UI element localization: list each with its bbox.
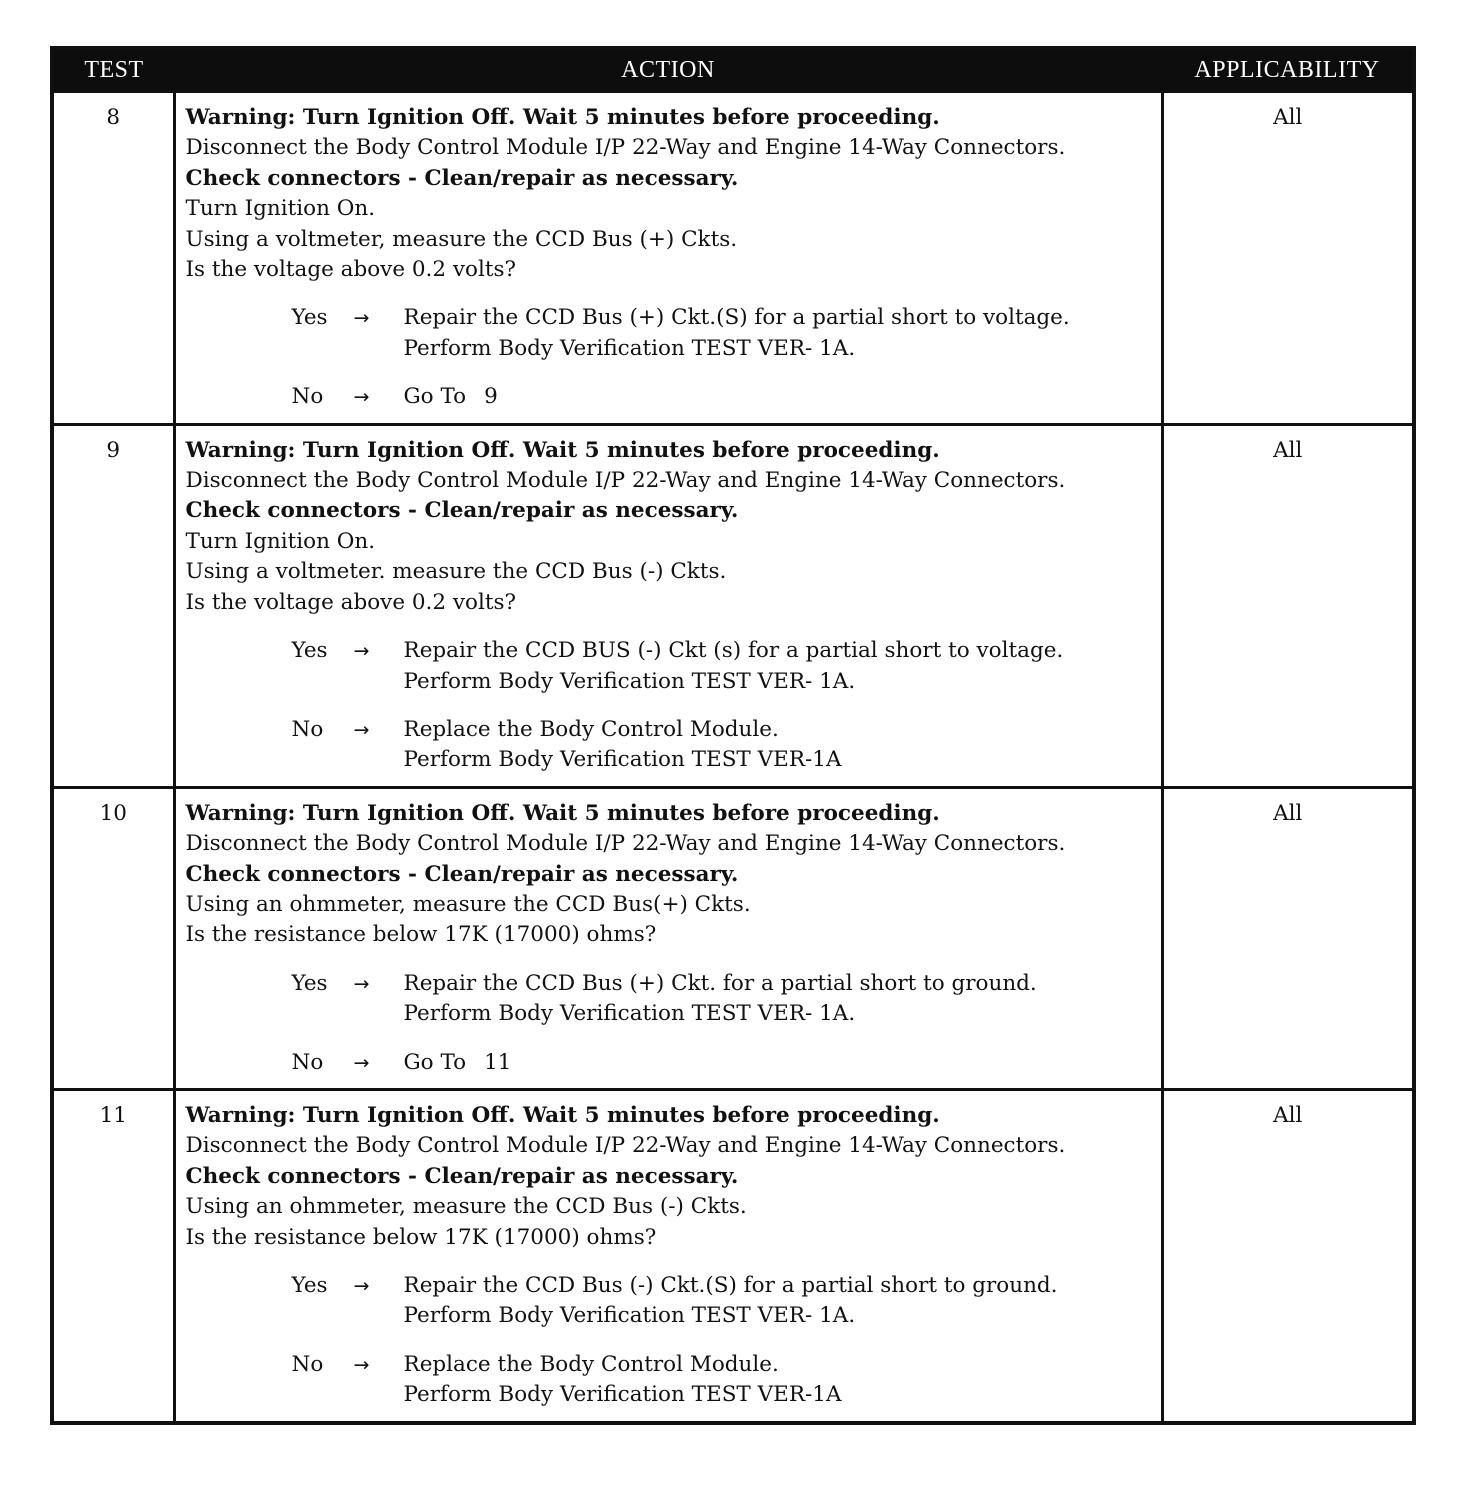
action-step: Disconnect the Body Control Module I/P 22-Way and Engine 14-Way Connectors. — [185, 135, 1066, 161]
header-action: ACTION — [174, 50, 1162, 92]
result-line: Replace the Body Control Module. — [403, 716, 779, 742]
check-step: Check connectors - Clean/repair as necessary. — [185, 165, 739, 191]
no-label: No — [291, 716, 324, 742]
warning-step: Warning: Turn Ignition Off. Wait 5 minutes before proceeding. — [185, 105, 940, 130]
question-step: Is the voltage above 0.2 volts? — [185, 589, 517, 615]
check-step: Check connectors - Clean/repair as necessary. — [185, 1163, 739, 1189]
check-step: Check connectors - Clean/repair as necessary. — [185, 498, 739, 524]
result-line: Perform Body Verification TEST VER- 1A. — [403, 1303, 856, 1329]
action-step: Using an ohmmeter, measure the CCD Bus(+) Ckts. — [185, 891, 751, 917]
action-cell — [174, 1089, 1162, 1420]
table-row — [54, 1089, 1412, 1420]
test-number: 10 — [54, 787, 174, 1089]
action-step: Using a voltmeter. measure the CCD Bus (-) Ckts. — [185, 559, 727, 585]
no-result — [404, 715, 842, 776]
header-applicability: APPLICABILITY — [1162, 50, 1412, 92]
arrow-right-icon: → — [353, 640, 370, 663]
warning-step: Warning: Turn Ignition Off. Wait 5 minutes before proceeding. — [185, 1102, 940, 1128]
no-result — [404, 382, 498, 412]
no-label: No — [291, 1351, 324, 1377]
result-line — [404, 382, 498, 412]
test-number: 11 — [54, 1089, 174, 1420]
goto-test-number: 9 — [484, 384, 498, 410]
action-step: Disconnect the Body Control Module I/P 22-Way and Engine 14-Way Connectors. — [185, 831, 1066, 857]
arrow-right-icon: → — [353, 718, 370, 741]
no-outcome — [292, 715, 1155, 776]
no-outcome — [292, 1048, 1155, 1078]
yes-result — [404, 1271, 1058, 1332]
yes-label: Yes — [291, 970, 328, 996]
arrow-right-icon: → — [353, 1275, 370, 1297]
no-label: No — [291, 384, 324, 410]
yes-label: Yes — [291, 305, 328, 331]
no-result — [404, 1350, 842, 1411]
question-step: Is the resistance below 17K (17000) ohms? — [185, 922, 657, 948]
yes-result — [404, 303, 1070, 364]
arrow-right-icon: → — [353, 972, 370, 995]
result-line: Repair the CCD Bus (+) Ckt.(S) for a partial short to voltage. — [403, 305, 1070, 331]
result-line: Perform Body Verification TEST VER- 1A. — [403, 668, 856, 694]
result-line: Repair the CCD BUS (-) Ckt (s) for a partial short to voltage. — [403, 638, 1064, 664]
action-cell — [174, 92, 1162, 425]
table-row — [54, 92, 1412, 425]
test-number: 8 — [54, 92, 174, 425]
result-line: Repair the CCD Bus (-) Ckt.(S) for a partial short to ground. — [403, 1273, 1058, 1298]
diagnostic-test-table — [50, 46, 1416, 1425]
header-row — [54, 50, 1412, 92]
no-outcome — [292, 1350, 1155, 1411]
yes-outcome — [292, 303, 1155, 364]
check-step: Check connectors - Clean/repair as necessary. — [185, 861, 739, 887]
yes-outcome — [292, 969, 1155, 1030]
yes-label: Yes — [291, 1273, 328, 1298]
table-row — [54, 424, 1412, 787]
action-step: Turn Ignition On. — [185, 528, 376, 554]
test-number: 9 — [54, 424, 174, 787]
question-step: Is the voltage above 0.2 volts? — [185, 257, 517, 283]
applicability-value: All — [1162, 424, 1412, 787]
table-header — [54, 50, 1412, 92]
applicability-value: All — [1162, 1089, 1412, 1420]
test-table — [54, 50, 1412, 1421]
result-line: Perform Body Verification TEST VER- 1A. — [403, 335, 856, 361]
result-line: Replace the Body Control Module. — [403, 1351, 779, 1377]
yes-label: Yes — [291, 638, 328, 664]
applicability-value: All — [1162, 787, 1412, 1089]
arrow-right-icon: → — [353, 1051, 370, 1074]
no-result — [404, 1048, 512, 1078]
action-step: Disconnect the Body Control Module I/P 22-Way and Engine 14-Way Connectors. — [185, 468, 1066, 494]
action-cell — [174, 787, 1162, 1089]
result-line: Perform Body Verification TEST VER-1A — [403, 1382, 842, 1408]
arrow-right-icon: → — [353, 307, 370, 330]
no-label: No — [291, 1049, 324, 1075]
warning-step: Warning: Turn Ignition Off. Wait 5 minutes before proceeding. — [185, 437, 940, 463]
arrow-right-icon: → — [353, 1353, 370, 1376]
table-row — [54, 787, 1412, 1089]
yes-outcome — [292, 636, 1155, 697]
question-step: Is the resistance below 17K (17000) ohms? — [185, 1224, 657, 1250]
action-step: Using an ohmmeter, measure the CCD Bus (-) Ckts. — [185, 1194, 747, 1220]
arrow-right-icon: → — [353, 386, 370, 409]
result-line: Perform Body Verification TEST VER- 1A. — [403, 1001, 856, 1027]
goto-text: Go To — [403, 384, 467, 410]
header-test: TEST — [54, 50, 174, 92]
action-step: Disconnect the Body Control Module I/P 22-Way and Engine 14-Way Connectors. — [185, 1133, 1066, 1159]
yes-result — [404, 636, 1064, 697]
yes-outcome — [292, 1271, 1155, 1332]
result-line: Perform Body Verification TEST VER-1A — [403, 747, 842, 773]
yes-result — [404, 969, 1037, 1030]
result-line — [404, 1048, 512, 1078]
warning-step: Warning: Turn Ignition Off. Wait 5 minutes before proceeding. — [185, 800, 940, 826]
action-cell — [174, 424, 1162, 787]
goto-text: Go To — [403, 1049, 467, 1075]
applicability-value: All — [1162, 92, 1412, 425]
no-outcome — [292, 382, 1155, 412]
action-step: Using a voltmeter, measure the CCD Bus (+) Ckts. — [185, 226, 738, 252]
result-line: Repair the CCD Bus (+) Ckt. for a partial short to ground. — [403, 970, 1037, 996]
action-step: Turn Ignition On. — [185, 196, 376, 222]
goto-test-number: 11 — [484, 1049, 512, 1075]
